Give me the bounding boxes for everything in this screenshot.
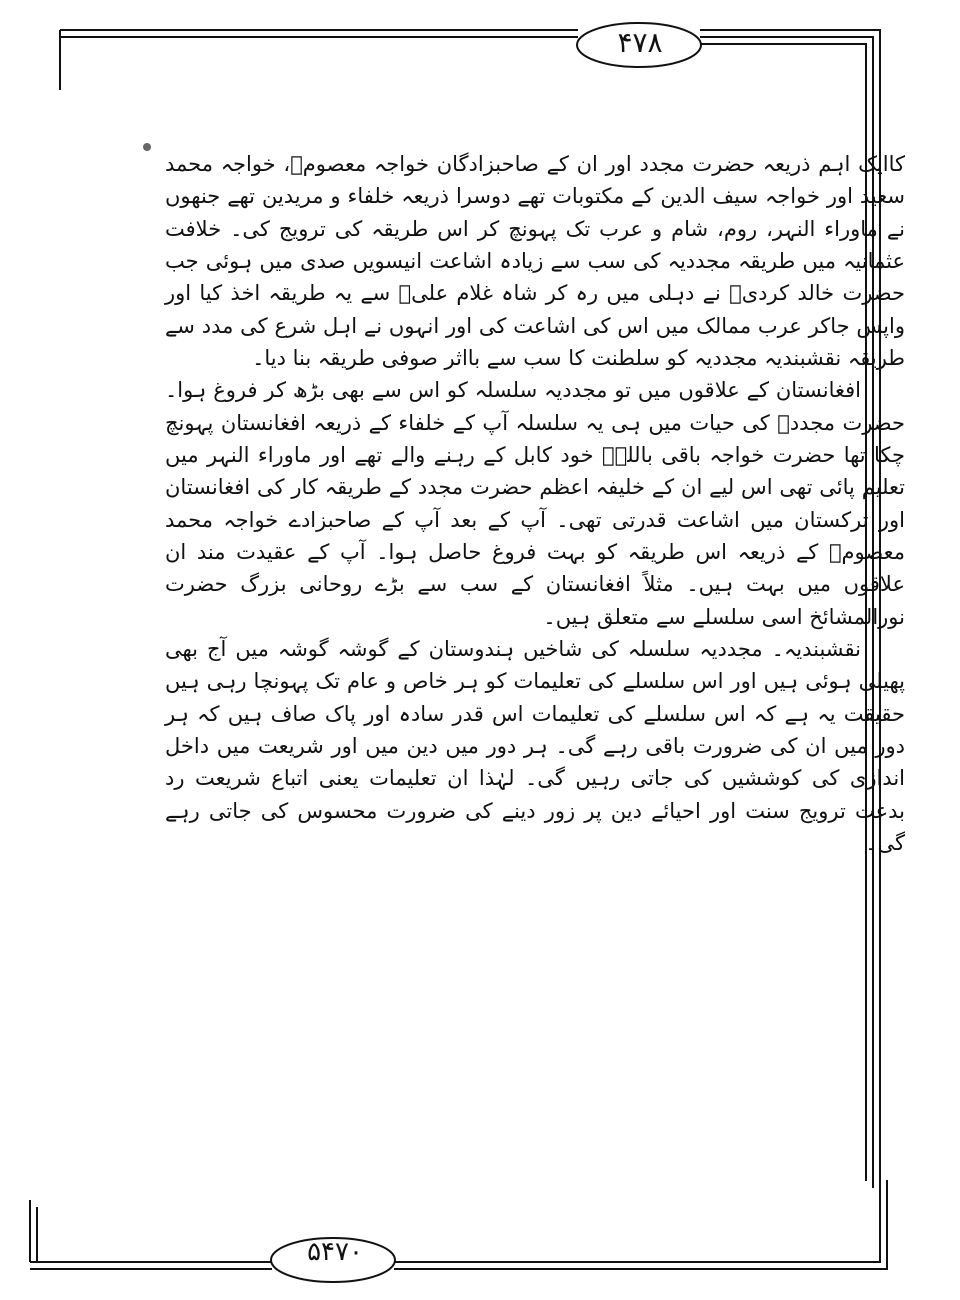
ink-speck — [143, 143, 151, 151]
bottom-page-number: ۵۴۷۰ — [307, 1237, 363, 1267]
body-text — [165, 148, 905, 859]
top-page-number: ۴۷۸ — [617, 26, 663, 59]
paragraph: کاایک اہم ذریعہ حضرت مجدد اور ان کے صاحبزادگان خواجہ معصومؒ، خواجہ محمد سعید اور خواجہ سیف الدین کے مکتوبات تھے دوسرا ذریعہ خلفاء و مریدین تھے جنھوں نے ماوراء النہر، روم، شام و عرب تک پہونچ کر اس طریقہ کی ترویج کی۔ خلافت عثمانیہ میں طریقہ مجددیہ کی سب سے زیادہ اشاعت انیسویں صدی میں ہوئی جب حضرت خالد کردیؒ نے دہلی میں رہ کر شاہ غلام علیؒ سے یہ طریقہ اخذ کیا اور واپس جاکر عرب ممالک میں اس کی اشاعت کی اور انہوں نے اہل شرع کی مدد سے طریقہ نقشبندیہ مجددیہ کو سلطنت کا سب سے بااثر صوفی طریقہ بنا دیا۔ — [165, 152, 905, 370]
paragraph: افغانستان کے علاقوں میں تو مجددیہ سلسلہ کو اس سے بھی بڑھ کر فروغ ہوا۔ حضرت مجددؒ کی حیات میں ہی یہ سلسلہ آپ کے خلفاء کے ذریعہ افغانستان پہونچ چکا تھا حضرت خواجہ باقی باللہؒ خود کابل کے رہنے والے تھے اور ماوراء النہر میں تعلیم پائی تھی اس لیے ان کے خلیفہ اعظم حضرت مجدد کے طریقہ کار کی افغانستان اور ترکستان میں اشاعت قدرتی تھی۔ آپ کے بعد آپ کے صاحبزادے خواجہ محمد معصومؒ کے ذریعہ اس طریقہ کو بہت فروغ حاصل ہوا۔ آپ کے عقیدت مند ان علاقوں میں بہت ہیں۔ مثلاً افغانستان کے سب سے بڑے روحانی بزرگ حضرت نورالمشائخ اسی سلسلے سے متعلق ہیں۔ — [165, 378, 905, 629]
paragraph: نقشبندیہ۔ مجددیہ سلسلہ کی شاخیں ہندوستان کے گوشہ گوشہ میں آج بھی پھیلی ہوئی ہیں اور اس سلسلے کی تعلیمات کو ہر خاص و عام تک پہونچا رہی ہیں حقیقت یہ ہے کہ اس سلسلے کی تعلیمات اس قدر سادہ اور پاک صاف ہیں کہ ہر دور میں ان کی ضرورت باقی رہے گی۔ ہر دور میں دین میں اور شریعت میں داخل اندازی کی کوششیں کی جاتی رہیں گی۔ لہٰذا ان تعلیمات یعنی اتباع شریعت رد بدعت ترویج سنت اور احیائے دین پر زور دینے کی ضرورت محسوس کی جاتی رہے گی۔ — [165, 636, 905, 855]
